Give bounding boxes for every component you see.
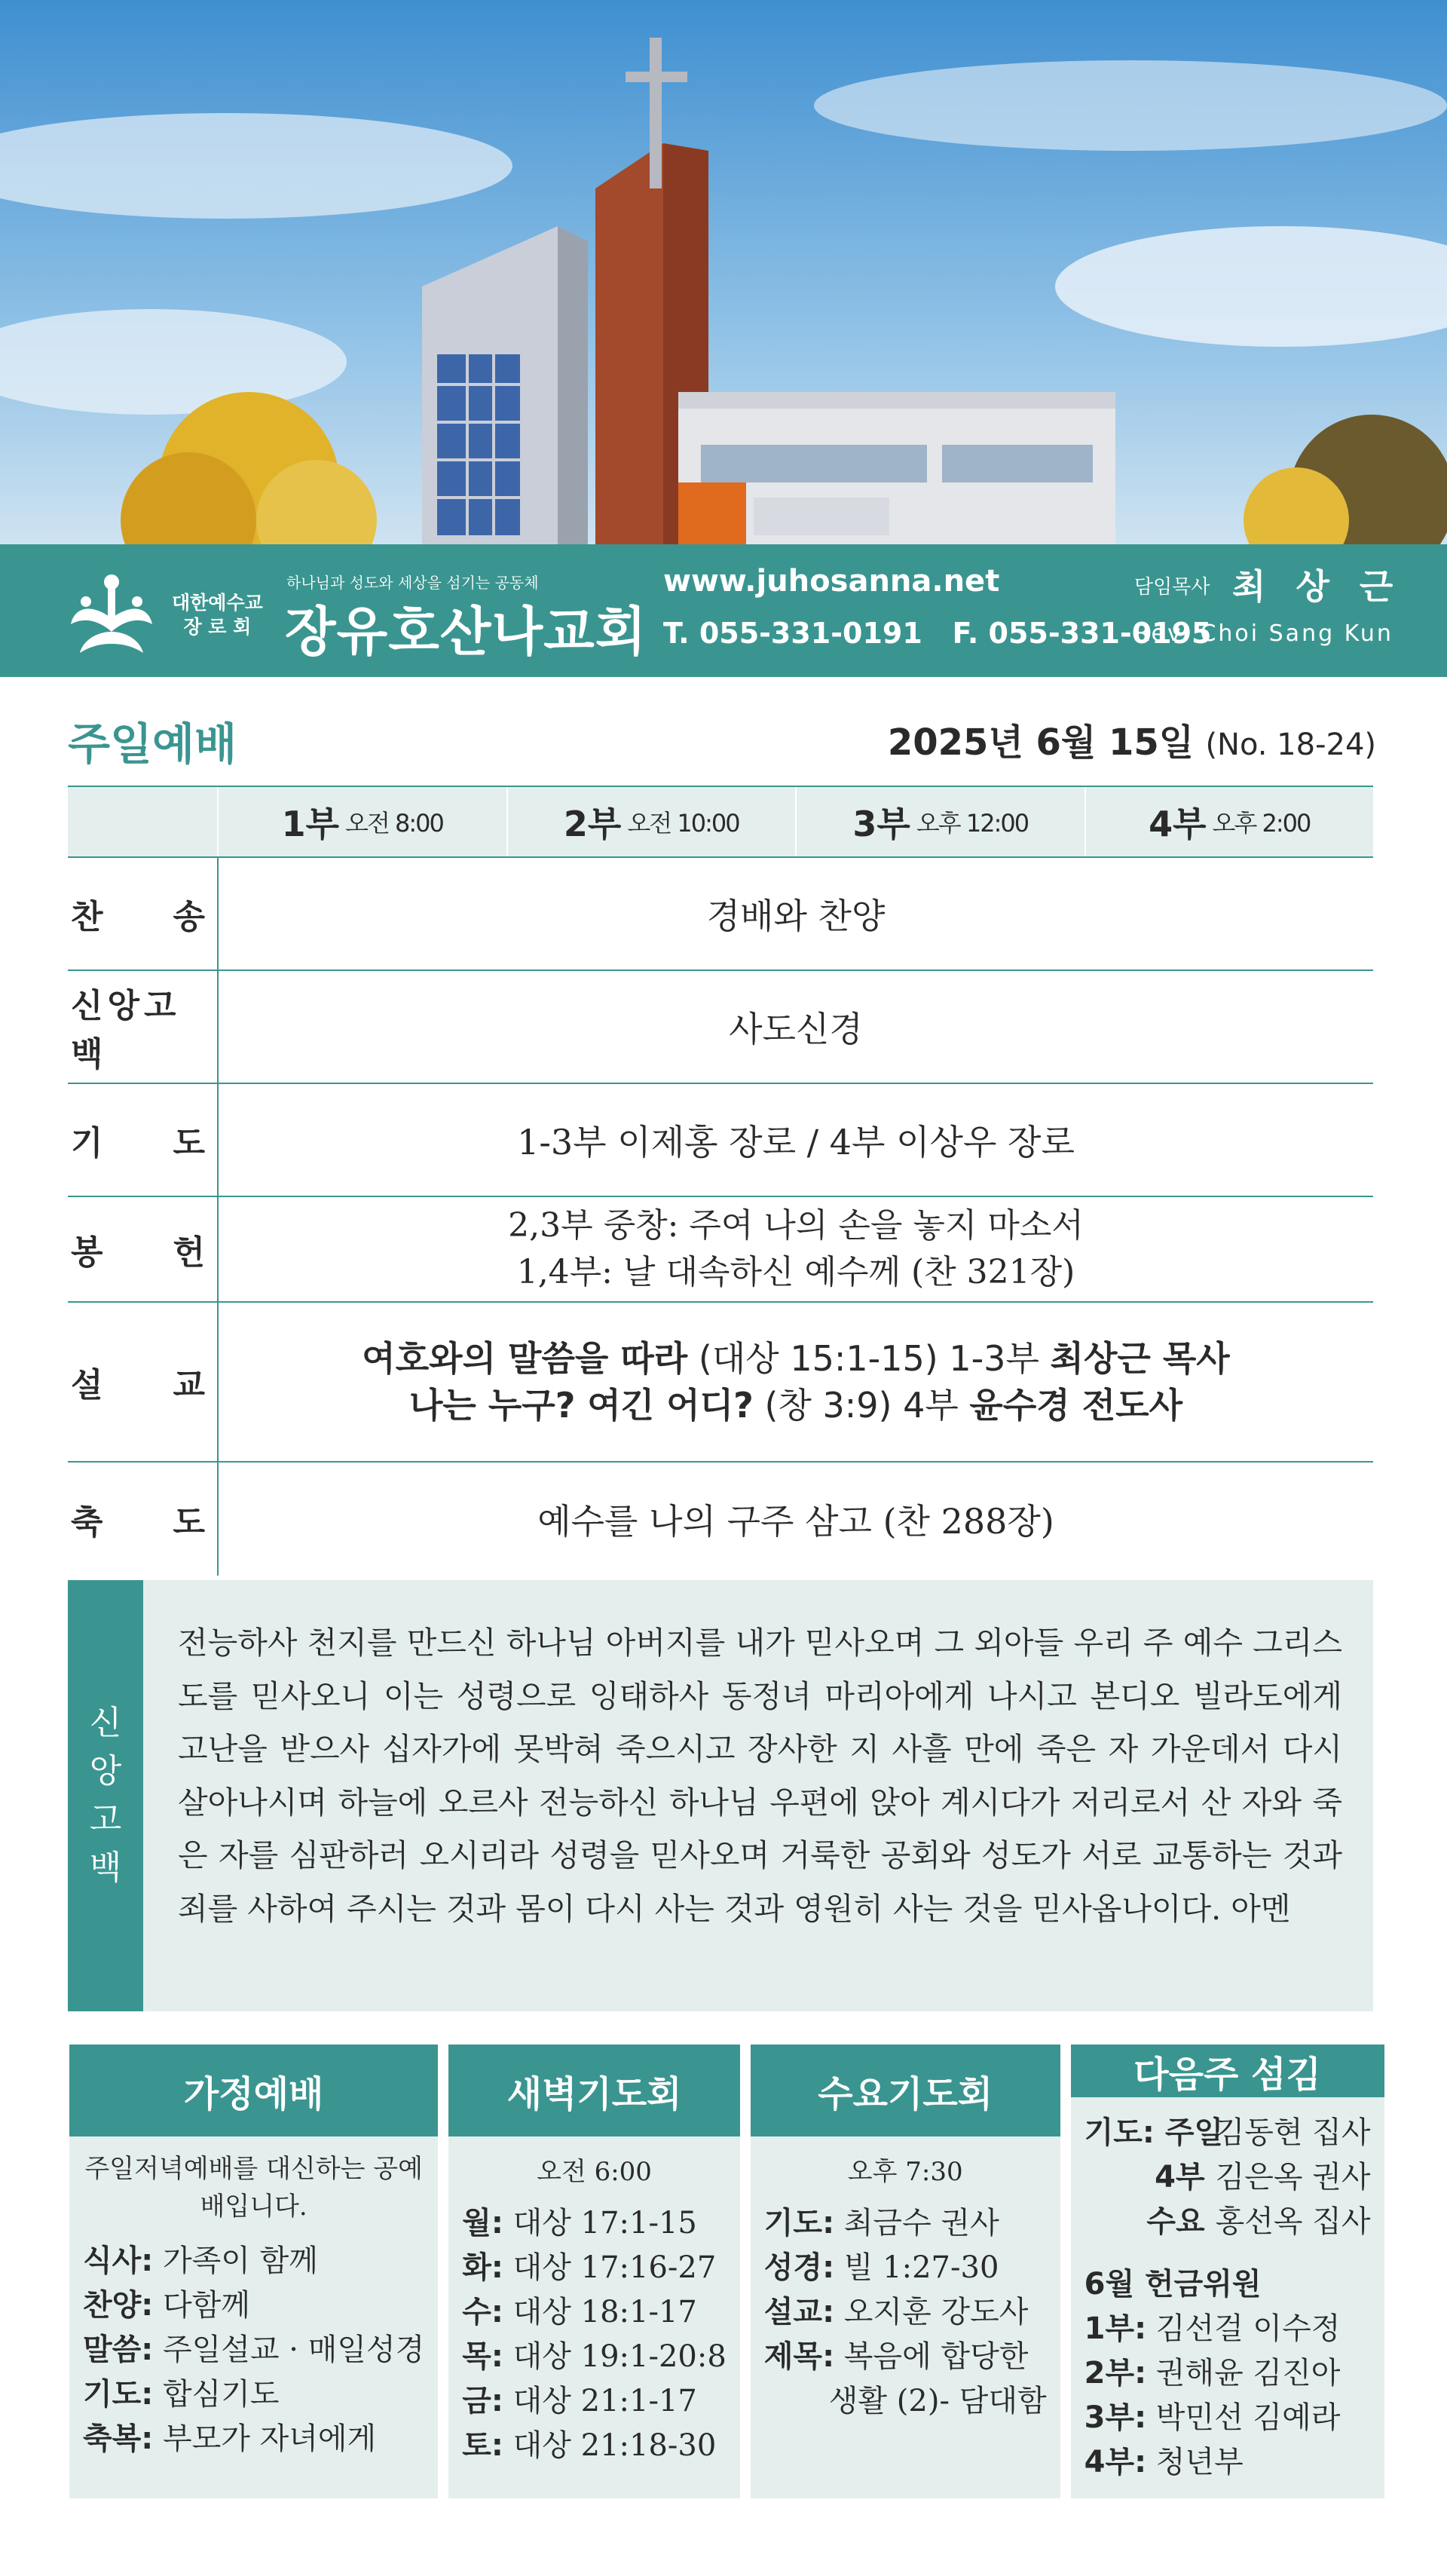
label-char: 송 bbox=[173, 898, 205, 936]
sermon-title: 여호와의 말씀을 따라 bbox=[362, 1338, 688, 1379]
bulletin-date bbox=[888, 713, 1376, 765]
preacher: 최상근 목사 bbox=[1050, 1338, 1230, 1379]
duty-row bbox=[1084, 2155, 1371, 2200]
list-item bbox=[83, 2328, 424, 2372]
item-key: 식사: bbox=[83, 2244, 154, 2278]
box-title: 가정예배 bbox=[69, 2045, 438, 2136]
item-key: 금: bbox=[462, 2384, 503, 2418]
item-value: 오지훈 강도사 bbox=[843, 2295, 1029, 2329]
item-key: 토: bbox=[462, 2428, 503, 2463]
item-key: 설교: bbox=[763, 2295, 835, 2329]
item-value: 대상 21:18-30 bbox=[512, 2428, 717, 2463]
service-4 bbox=[1086, 787, 1374, 856]
row-label bbox=[68, 1463, 219, 1576]
item-value: 다함께 bbox=[163, 2288, 250, 2323]
service-times-header bbox=[68, 786, 1373, 858]
box-title: 다음주 섬김 bbox=[1071, 2045, 1384, 2097]
row-label bbox=[68, 858, 219, 969]
label-char: 설 bbox=[71, 1366, 103, 1404]
box-title: 수요기도회 bbox=[751, 2045, 1060, 2136]
service-time: 오전 10:00 bbox=[627, 809, 739, 838]
offering-line-1: 2,3부 중창: 주여 나의 손을 놓지 마소서 bbox=[508, 1206, 1084, 1245]
row-content: 사도신경 bbox=[729, 1009, 863, 1049]
row-prayer bbox=[68, 1084, 1373, 1197]
label-char: 헌 bbox=[173, 1233, 205, 1272]
item-key: 월: bbox=[462, 2206, 503, 2241]
church-banner bbox=[0, 544, 1447, 677]
row-content bbox=[219, 1197, 1373, 1301]
item-value: 대상 17:16-27 bbox=[512, 2250, 717, 2285]
item-key: 2부: bbox=[1084, 2356, 1147, 2391]
duty-key: 4부 bbox=[1155, 2160, 1205, 2195]
item-key: 제목: bbox=[763, 2339, 835, 2374]
row-offering bbox=[68, 1197, 1373, 1303]
row-content: 경배와 찬양 bbox=[706, 896, 886, 936]
church-photo bbox=[0, 0, 1447, 544]
service-time: 오후 2:00 bbox=[1212, 809, 1311, 838]
label-char: 축 bbox=[71, 1503, 103, 1542]
denomination-line1: 대한예수교 bbox=[172, 592, 263, 614]
box-time: 오후 7:30 bbox=[847, 2157, 963, 2187]
list-item bbox=[462, 2290, 727, 2335]
label-char: 봉 bbox=[71, 1233, 103, 1272]
item-key: 수: bbox=[462, 2295, 503, 2329]
list-item bbox=[1084, 2440, 1371, 2485]
box-body bbox=[69, 2136, 438, 2475]
pastor-name: 최 상 근 bbox=[1232, 566, 1403, 607]
creed-side-label bbox=[68, 1580, 143, 2011]
sermon-line-2 bbox=[409, 1382, 1182, 1429]
item-value: 대상 21:1-17 bbox=[512, 2384, 697, 2418]
duty-value: 김은옥 권사 bbox=[1215, 2160, 1371, 2195]
duty-key bbox=[1084, 2111, 1224, 2155]
row-content: 예수를 나의 구주 삼고 (찬 288장) bbox=[537, 1501, 1054, 1542]
row-content bbox=[219, 1303, 1373, 1461]
church-motto: 하나님과 성도와 세상을 섬기는 공동체 bbox=[286, 574, 539, 592]
item-key: 찬양: bbox=[83, 2288, 154, 2323]
item-value: 대상 17:1-15 bbox=[512, 2206, 697, 2241]
item-value: 부모가 자녀에게 bbox=[163, 2421, 377, 2456]
side-char: 신 bbox=[89, 1704, 122, 1742]
offering-committee-title: 6월 헌금위원 bbox=[1084, 2267, 1262, 2302]
item-key: 1부: bbox=[1084, 2311, 1147, 2346]
item-key: 화: bbox=[462, 2250, 503, 2285]
denomination-line2: 장 로 회 bbox=[183, 616, 252, 638]
label-char: 도 bbox=[173, 1503, 205, 1542]
pastor-role: 담임목사 bbox=[1134, 576, 1210, 599]
item-key: 4부: bbox=[1084, 2445, 1147, 2480]
item-value: 가족이 함께 bbox=[163, 2244, 318, 2278]
issue-number: (No. 18-24) bbox=[1205, 727, 1376, 762]
phone-number: T. 055-331-0191 bbox=[663, 617, 922, 650]
service-time: 오전 8:00 bbox=[345, 809, 443, 838]
service-number: 3부 bbox=[852, 804, 910, 844]
list-item bbox=[764, 2290, 1047, 2335]
item-value: 대상 19:1-20:8 bbox=[512, 2339, 727, 2374]
list-item bbox=[764, 2201, 1047, 2246]
item-value: 김선걸 이수정 bbox=[1155, 2311, 1341, 2346]
list-item bbox=[462, 2379, 727, 2424]
item-value: 최금수 권사 bbox=[843, 2206, 999, 2241]
row-hymn bbox=[68, 858, 1373, 971]
item-key: 말씀: bbox=[83, 2332, 154, 2367]
church-name: 장유호산나교회 bbox=[285, 601, 647, 663]
box-note: 주일저녁예배를 대신하는 공예배입니다. bbox=[84, 2154, 423, 2222]
contact-numbers bbox=[663, 617, 1211, 650]
box-body bbox=[448, 2136, 740, 2482]
list-item bbox=[462, 2246, 727, 2290]
dawn-prayer-box bbox=[448, 2045, 740, 2498]
service-3 bbox=[797, 787, 1086, 856]
side-char: 백 bbox=[89, 1849, 122, 1887]
wednesday-prayer-box bbox=[751, 2045, 1060, 2498]
item-value: 복음에 합당한 bbox=[843, 2339, 1029, 2374]
item-key: 축복: bbox=[83, 2421, 154, 2456]
duty-value: 홍선옥 집사 bbox=[1215, 2204, 1371, 2239]
sermon-ref: (창 3:9) 4부 bbox=[764, 1385, 959, 1426]
worship-order-table bbox=[68, 786, 1373, 1576]
list-item bbox=[83, 2239, 424, 2283]
duty-slot: 주일 bbox=[1164, 2115, 1224, 2150]
sermon-line-1 bbox=[362, 1335, 1229, 1382]
row-label: 신앙고백 bbox=[68, 971, 219, 1083]
service-2 bbox=[508, 787, 797, 856]
offering-line-2: 1,4부: 날 대속하신 예수께 (찬 321장) bbox=[516, 1253, 1075, 1291]
item-key: 3부: bbox=[1084, 2400, 1147, 2435]
side-char: 앙 bbox=[89, 1752, 122, 1790]
row-benediction bbox=[68, 1463, 1373, 1576]
next-week-box bbox=[1071, 2045, 1384, 2498]
denomination bbox=[172, 591, 263, 639]
duty-key: 수요 bbox=[1146, 2204, 1205, 2239]
item-value: 청년부 bbox=[1155, 2445, 1244, 2480]
list-item bbox=[83, 2417, 424, 2461]
list-item bbox=[83, 2372, 424, 2417]
row-creed bbox=[68, 971, 1373, 1084]
prayer-label: 기도: bbox=[1084, 2115, 1155, 2150]
service-number: 4부 bbox=[1149, 804, 1207, 844]
item-key: 기도: bbox=[83, 2377, 154, 2412]
list-item bbox=[462, 2201, 727, 2246]
info-boxes bbox=[69, 2045, 1375, 2498]
box-body bbox=[1071, 2097, 1384, 2498]
list-item bbox=[462, 2424, 727, 2468]
date: 2025년 6월 15일 bbox=[887, 721, 1195, 764]
label-char: 기 bbox=[71, 1124, 103, 1162]
box-title: 새벽기도회 bbox=[448, 2045, 740, 2136]
service-1 bbox=[219, 787, 508, 856]
list-item bbox=[764, 2335, 1047, 2379]
pastor-name-en: Rev. Choi Sang Kun bbox=[1134, 620, 1393, 647]
preacher: 윤수경 전도사 bbox=[969, 1385, 1183, 1426]
list-item bbox=[764, 2246, 1047, 2290]
list-item bbox=[1084, 2351, 1371, 2396]
apostles-creed-box bbox=[68, 1580, 1373, 2011]
fax-number: F. 055-331-0195 bbox=[952, 617, 1212, 650]
list-item bbox=[83, 2283, 424, 2328]
row-label bbox=[68, 1197, 219, 1301]
list-item bbox=[1084, 2396, 1371, 2440]
service-number: 2부 bbox=[563, 804, 622, 844]
row-label bbox=[68, 1084, 219, 1196]
list-item bbox=[462, 2335, 727, 2379]
box-body bbox=[751, 2136, 1060, 2437]
row-sermon bbox=[68, 1303, 1373, 1463]
website-link[interactable]: www.juhosanna.net bbox=[663, 564, 1000, 599]
label-char: 찬 bbox=[71, 898, 103, 936]
creed-text: 전능하사 천지를 만드신 하나님 아버지를 내가 믿사오며 그 외아들 우리 주 예수 그리스도를 믿사오니 이는 성령으로 잉태하사 동정녀 마리아에게 나시고 본디오 빌라도에게 고난을 받으사 십자가에 못박혀 죽으시고 장사한 지 사흘 만에 죽은 자 가운데서 다시 살아나시며 하늘에 오르사 전능하신 하나님 우편에 앉아 계시다가 저리로서 산 자와 죽은 자를 심판하러 오시리라 성령을 믿사오며 거룩한 공회와 성도가 서로 교통하는 것과 죄를 사하여 주시는 것과 몸이 다시 사는 것과 영원히 사는 것을 믿사옵나이다. 아멘 bbox=[178, 1625, 1342, 1927]
box-time: 오전 6:00 bbox=[537, 2157, 652, 2187]
list-item-continued: 생활 (2)- 담대함 bbox=[828, 2384, 1047, 2418]
label-char: 도 bbox=[173, 1124, 205, 1162]
side-char: 고 bbox=[89, 1800, 122, 1839]
item-value: 합심기도 bbox=[163, 2377, 280, 2412]
item-value: 주일설교 · 매일성경 bbox=[163, 2332, 425, 2367]
sermon-title: 나는 누구? 여긴 어디? bbox=[408, 1385, 754, 1426]
item-key: 기도: bbox=[763, 2206, 835, 2241]
duty-row bbox=[1084, 2111, 1371, 2155]
item-value: 빌 1:27-30 bbox=[843, 2250, 999, 2285]
header-corner bbox=[68, 787, 219, 856]
label-char: 교 bbox=[173, 1366, 205, 1404]
row-label bbox=[68, 1303, 219, 1461]
family-worship-box bbox=[69, 2045, 438, 2498]
service-number: 1부 bbox=[281, 804, 340, 844]
section-title: 주일예배 bbox=[68, 718, 237, 770]
row-content: 1-3부 이제홍 장로 / 4부 이상우 장로 bbox=[517, 1122, 1075, 1162]
item-value: 대상 18:1-17 bbox=[512, 2295, 697, 2329]
item-value: 박민선 김예라 bbox=[1155, 2400, 1341, 2435]
church-logo-icon bbox=[66, 571, 157, 654]
item-value: 권해윤 김진아 bbox=[1155, 2356, 1341, 2391]
item-key: 성경: bbox=[763, 2250, 835, 2285]
duty-row bbox=[1084, 2200, 1371, 2244]
service-time: 오후 12:00 bbox=[916, 809, 1029, 838]
duty-value: 김동현 집사 bbox=[1215, 2115, 1371, 2150]
list-item bbox=[1084, 2307, 1371, 2351]
item-key: 목: bbox=[462, 2339, 503, 2374]
sermon-ref: (대상 15:1-15) 1-3부 bbox=[698, 1338, 1039, 1379]
